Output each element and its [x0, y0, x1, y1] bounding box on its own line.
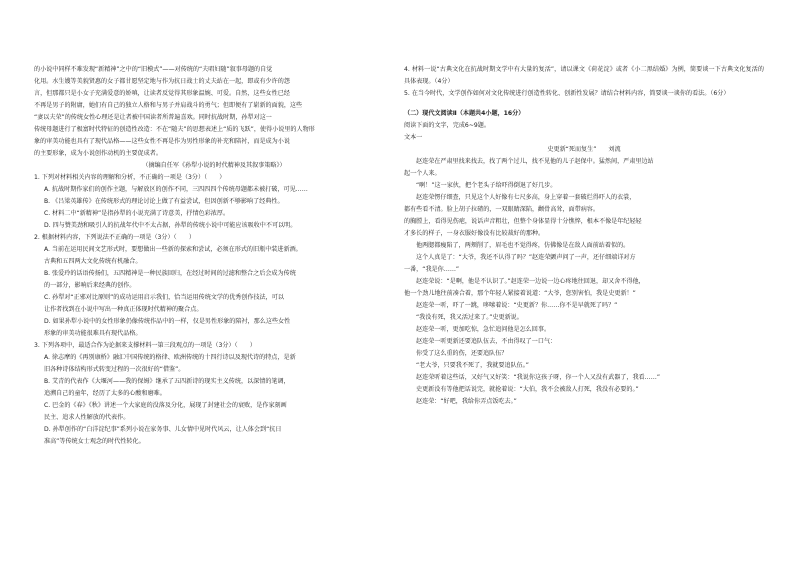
- left-text-line: C. 孙犁对“正邪对比原则”的成功运用启示我们，恰当运用传统文学的优秀创作技法，可以: [44, 294, 284, 301]
- section-instruction: 阅读下面的文字，完成6~9题。: [404, 122, 490, 129]
- right-column: [404, 64, 764, 408]
- left-text-line: “妻以夫荣”的传统女性心理还是让者被中国读者所普遍喜欢。同时抗战时期，孙犁对这一: [34, 114, 272, 121]
- left-text-line: D. 如果孙犁小说中的女性形象仍像传统作品中的一样，仅是男性形象的陪衬，那么这些女性: [44, 318, 291, 325]
- left-text-line: 象的审美功能也具有了现代品格——这些女性不再是作为男性形象的补充和陪衬，而是成为小说: [34, 138, 290, 145]
- left-text-line: 2. 根据材料内容，下列说法不正确的一项是（3分）（ ）: [34, 234, 195, 241]
- left-text-line: 3. 下列各项中，最适合作为论据来支撑材料一第三段观点的一项是（3分）（ ）: [34, 342, 256, 349]
- left-text-line: B. 张爱玲的话语传扬们，五四精神是一种民族回归，在经过时间的过滤和整合之后会成为传统: [44, 270, 296, 277]
- left-text-line: 让作者找到在小说中写出一种真正体现时代精神的聚合点。: [44, 306, 203, 313]
- story-paragraph-line: 赵连荣一听，吓了一跳，哆嗦着说：“史更新？你……你不是早就死了吗？”: [416, 302, 618, 309]
- left-text-line: B. 艾青的代表作《大堰河——我的保姆》继承了五四新诗的现实主义传统，以深情的笔调，: [44, 378, 290, 385]
- story-paragraph-line: “老大爷，只要我不死了，我就要追队伍。”: [416, 362, 529, 369]
- story-paragraph-line: 都有些看不清。脸上胡子拉碴的，一双眼睛深陷，颧骨高耸，面带病容。: [404, 206, 599, 213]
- section-heading: （二）现代文阅读Ⅱ（本题共4小题，16分）: [404, 110, 525, 117]
- story-paragraph-line: 赵连荣：“好吧，我给你弄点饭吃去。”: [416, 398, 517, 405]
- story-title-line: [404, 144, 764, 156]
- left-text-line: 追溯自己的童年，经历了太多的心酸和磨难。: [44, 390, 166, 397]
- story-paragraph-line: 起一个人来。: [404, 170, 441, 177]
- text-label: 文本一: [404, 134, 423, 141]
- story-paragraph-line: 赵连荣一听更新还要追队伍去，不由得叹了一口气：: [416, 338, 557, 345]
- story-title: 史更新“死而复生”: [547, 146, 597, 153]
- left-text-line: 的小说中同样不难发现“新精神”之中的“旧模式”——对传统的“夫唱妇随”叙事母题的自觉: [34, 66, 273, 73]
- story-paragraph-line: 赵连荣在严肃里找来找去，找了两个过儿，找不见他的儿子赵保中。猛然间，严肃里边站: [416, 158, 654, 165]
- left-text-line: C. 材料二中“新精神”是指孙犁的小说充满了诗意美，抒情色彩浓厚。: [44, 210, 230, 217]
- story-paragraph-line: 才多长的样子，一身衣服好像没有比较裁好的那种。: [404, 230, 545, 237]
- story-paragraph-line: “啊！”这一家伙，把个老头子给吓得倒退了好几步。: [416, 182, 557, 189]
- story-paragraph-line: 一番，“我是你……”: [404, 266, 460, 273]
- story-paragraph-line: 赵连荣听着这些话，又好气又好笑：“我说你这孩子呀，你一个人又没有武器了，我看……”: [416, 374, 660, 381]
- left-text-line: C. 巴金的《春》《秋》讲述一个大家庭的没落及分化，展现了封建社会的衰败，是作家刻画: [44, 402, 287, 409]
- left-text-line: 形象的审美功能很难具有现代品格。: [44, 330, 142, 337]
- story-paragraph-line: 史更新没有等他把话说完，就抢着说：“大伯，我不会被敌人打死，我没有必要的。”: [416, 386, 639, 393]
- story-paragraph-line: “我没有死，我又活过来了。”史更新说。: [416, 314, 523, 321]
- left-text-line: 的一部分，影响后来经典的创作。: [44, 282, 136, 289]
- left-text-line: 不再是男子的附庸，她们有自己的独立人格和与男子并肩战斗的勇气；但即便有了崭新的面貌，这些: [34, 102, 303, 109]
- left-text-line: 化用。水生嫂等美貌贤惠的女子都甘愿坚定地与作为抗日战士的丈夫站在一起，即或有少许的怨: [34, 78, 290, 85]
- left-text-line: A. 抗战时期作家们的创作主题，与解放区的创作不同，三四四四个传统母题都未被打破，可见……: [44, 186, 308, 193]
- story-paragraph-line: 赵连荣愣仔细查，只见这个人好像有七尺多高，身上穿着一套破烂得吓人的衣裳，: [416, 194, 636, 201]
- story-paragraph-line: 这个人真是了：“大爷，我还不认得了吗？”赵连荣颤声问了一声，还仔细端详对方: [416, 254, 636, 261]
- story-author: 刘流: [608, 146, 621, 153]
- story-paragraph-line: 他一个劲儿地往前凑合着，那个年轻人紧接着说道：“大爷，您别害怕，我是史更新！”: [404, 290, 636, 297]
- story-paragraph-line: 赵连荣说：“是啊，他是不认识了。”赵连荣一边说一边心疼地往回退，却又舍不得他，: [416, 278, 645, 285]
- left-text-line: 古典和五四两大文化传统有机融合。: [44, 258, 142, 265]
- story-paragraph-line: 的胸膛上，看得见伤疤，说话声音粗壮，但整个身体显得十分憔悴，根本不像是年纪轻轻: [404, 218, 642, 225]
- left-text-line: 传统母题进行了极富时代特征的创造性改造：不在“随夫”的思想表述上“质的飞跃”，使得小说里的人物形: [34, 126, 315, 133]
- left-text-line: 准高”等传统女士观念的时代性转化。: [44, 438, 145, 445]
- question-5: 5. 在当今时代，文学创作如何对文化传统进行创造性转化、创新性发展？请结合材料内容，简要谈一谈你的看法。（6分）: [404, 90, 730, 97]
- left-text-line: 的主要形象，成为小说创作动机的主要促成者。: [34, 150, 162, 157]
- left-text-line: 1. 下列对材料相关内容的理解和分析，不正确的一项是（3分）（ ）: [34, 174, 226, 181]
- left-text-line: 民主、追求人性解放的代表作。: [44, 414, 130, 421]
- left-text-line: B. 《吕梁英雄传》在传统形式的理论讨论上做了有益尝试，但因创新不够影响了经典性。: [44, 198, 284, 205]
- question-4: 4. 材料一说“古典文化在抗战时期文学中有大量的复活”，请以课文《荷花淀》或者《小二黑结婚》为例，简要谈一下古典文化复活的具体表现。（4分）: [404, 66, 764, 85]
- left-text-line: 旧各种诗体结构形式转变过程的一次很好的“借鉴”。: [44, 366, 185, 373]
- left-column: [34, 64, 394, 448]
- left-text-line: （摘编自任军《孙犁小说的时代精神及其叙事策略》）: [142, 162, 286, 169]
- story-paragraph-line: 你受了这么重的伤，还要追队伍？: [416, 350, 508, 357]
- story-paragraph-line: 赵连荣一听，更加吃惊，急忙追问他是怎么回事。: [416, 326, 551, 333]
- left-text-line: 言，但那都只是小女子充满爱意的娇嗔，让读者反觉得其形象温婉、可爱。自然，这些女性已经: [34, 90, 290, 97]
- left-text-line: A. 当前在运用民间文艺形式时，要想做出一些新的探索和尝试，必须在形式的旧瓶中装进新酒。: [44, 246, 302, 253]
- story-paragraph-line: 他两腮都瘦陷了，两颊削了，眉毛也不觉得疼，仿佛像是在敌人面前站着似的。: [416, 242, 630, 249]
- left-text-line: D. 四与赞美劲和吸引人的抗战年代中不太占据，孙犁的传统小说中可能应该吸收中不可以明。: [44, 222, 297, 229]
- left-text-line: D. 孙犁创作的“白洋淀纪事”系列小说在家务事、儿女情中见时代风云，让人体会到“抗日: [44, 426, 282, 433]
- left-text-line: A. 徐志摩的《再别康桥》融汇中国传统的格律、欧洲传统的十四行诗以及现代诗的特点，是新: [44, 354, 296, 361]
